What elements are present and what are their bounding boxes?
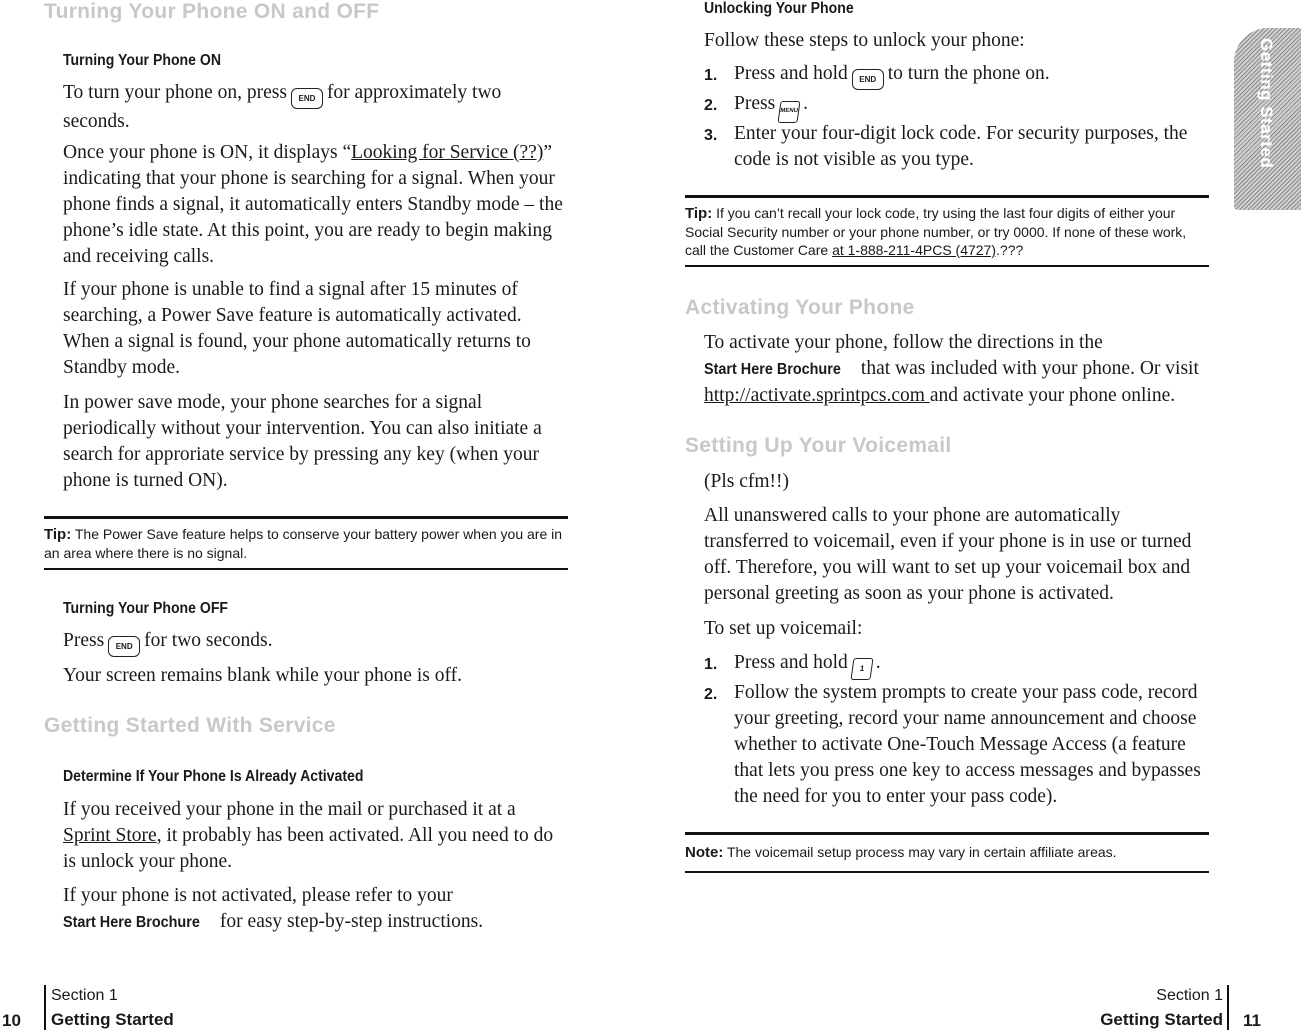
- text: , it probably has been activated. All you need to do is unlock your phone.: [63, 825, 554, 872]
- note-voicemail: [685, 832, 1209, 873]
- text: If your phone is not activated, please refer to your: [63, 885, 453, 906]
- section-tab-label: Getting Started: [1257, 38, 1276, 169]
- footer-left: [0, 983, 220, 1032]
- text: that was included with your phone. Or visit: [856, 358, 1199, 379]
- heading-turning-on: Turning Your Phone ON: [63, 52, 222, 69]
- heading-determine-activated: Determine If Your Phone Is Already Activated: [63, 768, 364, 785]
- voicemail-step-1: [704, 650, 1209, 680]
- text: for approximately two seconds.: [63, 82, 502, 132]
- tip-text: The Power Save feature helps to conserve your battery power when you are in an area where there is no signal.: [44, 526, 563, 561]
- start-here-brochure: Start Here Brochure: [63, 914, 200, 931]
- note-label: Note:: [685, 844, 724, 861]
- text: Press and hold: [734, 652, 848, 673]
- heading-unlocking: Unlocking Your Phone: [704, 0, 854, 17]
- para-sprint-store: [63, 797, 568, 875]
- text: If you received your phone in the mail or purchased it at a: [63, 799, 516, 820]
- footer-section: Section 1: [51, 987, 118, 1004]
- text: Press: [63, 630, 105, 651]
- activate-url-link[interactable]: http://activate.sprintpcs.com: [704, 385, 930, 406]
- page-number: 11: [1243, 1011, 1261, 1030]
- text: ” indicating that your phone is searching for a signal. When your phone finds a signal, it automatically enters Standby mode – the phone’s idle state. At this point, you are ready to begin making and receiving calls.: [63, 142, 563, 267]
- para-voicemail-intro: All unanswered calls to your phone are automatically transferred to voicemail, even if your phone is in use or turned off. Therefore, you will want to set up your voicemail box and personal greeting as soon as your phone is activated.: [704, 505, 1192, 604]
- para-pls-cfm: (Pls cfm!!): [704, 471, 790, 492]
- text: Once your phone is ON, it displays “: [63, 142, 352, 163]
- para-activate: [704, 330, 1209, 409]
- para-turn-off: [63, 628, 568, 657]
- step-number: 2.: [704, 686, 718, 703]
- start-here-brochure: Start Here Brochure: [704, 361, 841, 378]
- end-key-icon: END: [291, 88, 323, 109]
- section-title-service: Getting Started With Service: [44, 714, 336, 737]
- para-looking-service: [63, 140, 568, 270]
- text: Follow the system prompts to create your pass code, record your greeting, record your name announcement and choose whether to activate One-Touch Message Access (a feature that lets you press one key to access messages and bypasses the need for you to enter your pass code).: [734, 682, 1201, 807]
- text: .???: [996, 242, 1024, 258]
- tip-label: Tip:: [44, 526, 72, 543]
- voicemail-key-icon: 1: [850, 658, 873, 680]
- footer-section: Section 1: [1156, 987, 1223, 1004]
- text: To activate your phone, follow the directions in the: [704, 332, 1103, 353]
- step-number: 3.: [704, 127, 718, 144]
- para-setup-voicemail: To set up voicemail:: [704, 618, 863, 639]
- customer-care-link[interactable]: at 1-888-211-4PCS (4727): [832, 242, 997, 258]
- section-title-on-off: Turning Your Phone ON and OFF: [44, 0, 380, 23]
- tip-lock-code: [685, 195, 1209, 267]
- para-power-save-mode: In power save mode, your phone searches for a signal periodically without your intervention. You can also initiate a search for approriate service by pressing any key (when your phone is turned ON).: [63, 392, 542, 491]
- sprint-store-link[interactable]: Sprint Store: [63, 825, 157, 846]
- heading-turning-off: Turning Your Phone OFF: [63, 600, 229, 617]
- note-text: The voicemail setup process may vary in certain affiliate areas.: [726, 844, 1117, 860]
- text: to turn the phone on.: [887, 63, 1050, 84]
- tip-power-save: [44, 516, 568, 570]
- menu-key-icon: MENU: [778, 101, 801, 123]
- para-unlock-intro: Follow these steps to unlock your phone:: [704, 30, 1025, 51]
- section-title-voicemail: Setting Up Your Voicemail: [685, 434, 952, 457]
- section-title-activating: Activating Your Phone: [685, 296, 915, 319]
- footer-right: [1041, 983, 1301, 1032]
- end-key-icon: END: [108, 636, 140, 657]
- para-screen-blank: Your screen remains blank while your phone is off.: [63, 665, 462, 686]
- text: Enter your four-digit lock code. For security purposes, the code is not visible as you type.: [734, 123, 1188, 170]
- text: To turn your phone on, press: [63, 82, 287, 103]
- page-number: 10: [2, 1011, 21, 1030]
- footer-title: Getting Started: [1100, 1010, 1223, 1029]
- text: for easy step-by-step instructions.: [215, 911, 484, 932]
- text: for two seconds.: [144, 630, 273, 651]
- text: .: [803, 93, 809, 114]
- para-not-activated: [63, 883, 568, 936]
- unlock-step-1: [704, 61, 1209, 90]
- step-number: 1.: [704, 67, 718, 84]
- text: .: [875, 652, 881, 673]
- step-number: 1.: [704, 656, 718, 673]
- footer-divider: [44, 985, 46, 1030]
- footer-title: Getting Started: [51, 1010, 174, 1029]
- unlock-step-2: [704, 91, 1209, 123]
- end-key-icon: END: [852, 69, 884, 90]
- footer-divider: [1227, 985, 1229, 1030]
- text: Press and hold: [734, 63, 848, 84]
- text: Press: [734, 93, 776, 114]
- step-number: 2.: [704, 97, 718, 114]
- tip-label: Tip:: [685, 205, 713, 222]
- text: and activate your phone online.: [929, 385, 1176, 406]
- para-turn-on: [63, 80, 568, 135]
- unlock-step-3: [704, 121, 1209, 173]
- voicemail-step-2: [704, 680, 1209, 810]
- looking-for-service-link[interactable]: Looking for Service (??): [351, 142, 544, 163]
- para-power-save: If your phone is unable to find a signal after 15 minutes of searching, a Power Save feature is automatically activated. When a signal is found, your phone automatically returns to Standby mode.: [63, 279, 531, 378]
- tip-text: If you can’t recall your lock code, try using the last four digits of either your Social Security number or your phone number, or try 0000. If none of these work, call the Customer Care: [685, 205, 1187, 258]
- section-tab[interactable]: [1234, 28, 1301, 210]
